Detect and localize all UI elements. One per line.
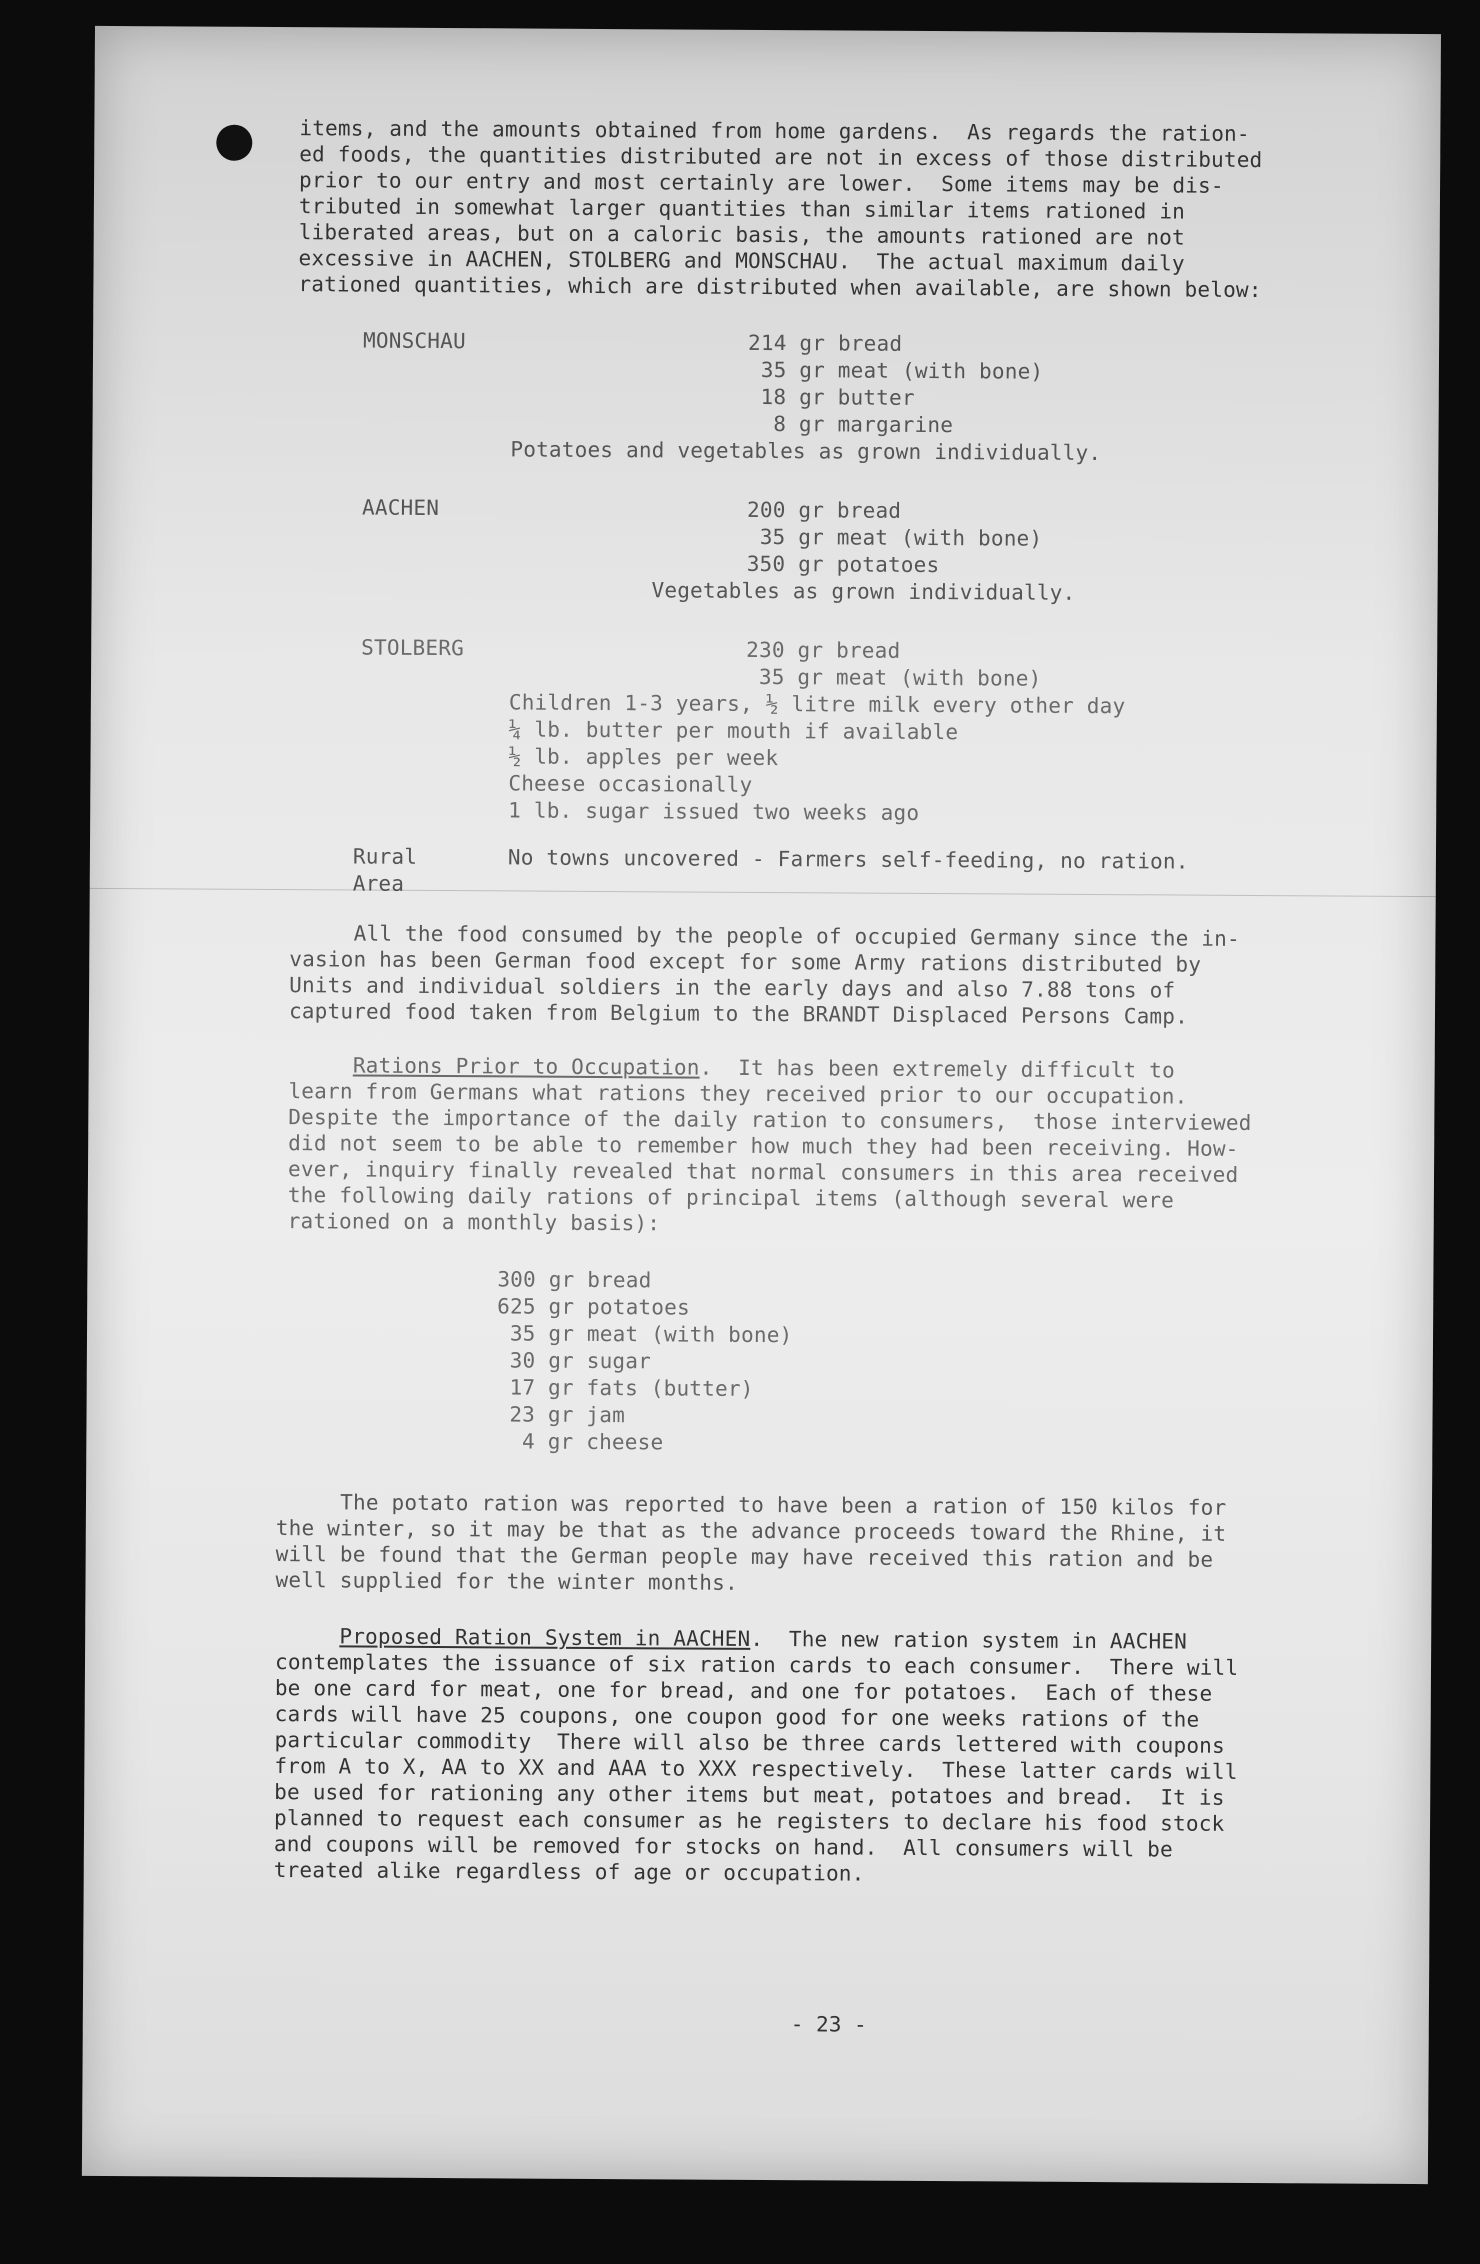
intro-line: tributed in somewhat larger quantities than similar items rationed in — [298, 194, 1186, 224]
paragraph-line: particular commodity There will also be three cards lettered with coupons — [274, 1728, 1225, 1758]
intro-line: ed foods, the quantities distributed are not in excess of those distributed — [299, 142, 1263, 173]
ration-item: 625 gr potatoes — [497, 1294, 690, 1320]
intro-line: liberated areas, but on a caloric basis, the amounts rationed are not — [298, 220, 1185, 250]
ration-item: 35 gr meat (with bone) — [496, 1321, 793, 1348]
intro-line: excessive in AACHEN, STOLBERG and MONSCHAU. The actual maximum daily — [298, 246, 1185, 276]
paragraph-line: treated alike regardless of age or occupation. — [273, 1858, 865, 1886]
fold-line — [90, 888, 1436, 897]
place-label-monschau: MONSCHAU — [363, 328, 466, 354]
ration-note: Vegetables as grown individually. — [651, 578, 1076, 605]
ration-item: 35 gr meat (with bone) — [745, 664, 1042, 691]
paragraph-line: will be found that the German people may have received this ration and be — [275, 1542, 1214, 1572]
paragraph-line: Despite the importance of the daily ration to consumers, those interviewed — [288, 1105, 1252, 1135]
ration-extra: 1 lb. sugar issued two weeks ago — [508, 798, 920, 825]
paragraph-line: well supplied for the winter months. — [275, 1568, 738, 1595]
page-number: - 23 - — [790, 2012, 867, 2037]
paragraph-line: be one card for meat, one for bread, and one for potatoes. Each of these — [274, 1676, 1213, 1706]
ration-extra: Children 1-3 years, ½ litre milk every other day — [508, 690, 1126, 719]
ration-item: 30 gr sugar — [496, 1348, 652, 1374]
ration-item: 23 gr jam — [496, 1402, 626, 1428]
section-first-line-text: . It has been extremely difficult to — [699, 1055, 1175, 1083]
paragraph-line: captured food taken from Belgium to the BRANDT Displaced Persons Camp. — [288, 999, 1189, 1029]
intro-line: items, and the amounts obtained from home gardens. As regards the ration- — [299, 116, 1250, 146]
paragraph-line: contemplates the issuance of six ration cards to each consumer. There will — [274, 1650, 1239, 1680]
ration-item: 300 gr bread — [497, 1267, 652, 1293]
paragraph-line: the winter, so it may be that as the advance proceeds toward the Rhine, it — [275, 1516, 1227, 1546]
ration-extra: ¼ lb. butter per mouth if available — [508, 717, 959, 745]
paragraph-line: did not seem to be able to remember how much they had been receiving. How- — [288, 1131, 1239, 1161]
paragraph-line: rationed on a monthly basis): — [287, 1209, 661, 1236]
paragraph-line: planned to request each consumer as he registers to declare his food stock — [273, 1806, 1225, 1836]
ration-note: Potatoes and vegetables as grown individually. — [510, 437, 1102, 466]
section-heading-proposed: Proposed Ration System in AACHEN — [339, 1624, 751, 1651]
place-label-rural: Rural — [352, 844, 418, 869]
paragraph-line: learn from Germans what rations they received prior to our occupation. — [288, 1079, 1188, 1109]
ration-item: 214 gr bread — [748, 330, 903, 356]
paragraph-line: ever, inquiry finally revealed that normal consumers in this area received — [287, 1157, 1239, 1187]
spacer — [275, 1624, 339, 1648]
paragraph-line: cards will have 25 coupons, one coupon good for one weeks rations of the — [274, 1702, 1200, 1732]
ration-item: 8 gr margarine — [747, 411, 954, 438]
place-label-stolberg: STOLBERG — [361, 635, 465, 661]
paragraph-line: Units and individual soldiers in the early days and also 7.88 tons of — [289, 973, 1176, 1003]
intro-line: prior to our entry and most certainly are lower. Some items may be dis- — [299, 168, 1224, 198]
ration-item: 35 gr meat (with bone) — [746, 524, 1043, 551]
intro-line: rationed quantities, which are distributed when available, are shown below: — [298, 272, 1262, 303]
ration-extra: ½ lb. apples per week — [508, 744, 779, 771]
ration-item: 350 gr potatoes — [746, 551, 940, 578]
spacer — [289, 1053, 353, 1077]
paragraph-line: and coupons will be removed for stocks on hand. All consumers will be — [273, 1832, 1173, 1862]
paragraph-line: All the food consumed by the people of occupied Germany since the in- — [289, 921, 1240, 951]
paragraph-line: the following daily rations of principal items (although several were — [287, 1183, 1175, 1213]
section-first-line-text: . The new ration system in AACHEN — [750, 1626, 1188, 1654]
ration-item: 200 gr bread — [746, 497, 902, 523]
ration-item: 4 gr cheese — [496, 1429, 664, 1455]
ration-item: 18 gr butter — [747, 384, 915, 410]
document-page — [82, 26, 1441, 2184]
place-label-rural: Area — [352, 871, 405, 896]
ration-item: 17 gr fats (butter) — [496, 1375, 754, 1401]
punch-hole — [216, 125, 252, 161]
place-label-aachen: AACHEN — [362, 495, 440, 520]
paragraph-line: vasion has been German food except for some Army rations distributed by — [289, 947, 1202, 977]
paragraph-line: be used for rationing any other items but meat, potatoes and bread. It is — [274, 1780, 1225, 1810]
section-heading-prior: Rations Prior to Occupation — [352, 1053, 700, 1080]
ration-item: 230 gr bread — [746, 637, 901, 663]
ration-extra: Cheese occasionally — [508, 771, 753, 797]
ration-note: No towns uncovered - Farmers self-feeding, no ration. — [507, 845, 1189, 874]
ration-item: 35 gr meat (with bone) — [747, 357, 1044, 384]
paragraph-line: The potato ration was reported to have been a ration of 150 kilos for — [275, 1490, 1227, 1520]
paragraph-line: from A to X, AA to XX and AAA to XXX respectively. These latter cards will — [274, 1754, 1238, 1784]
